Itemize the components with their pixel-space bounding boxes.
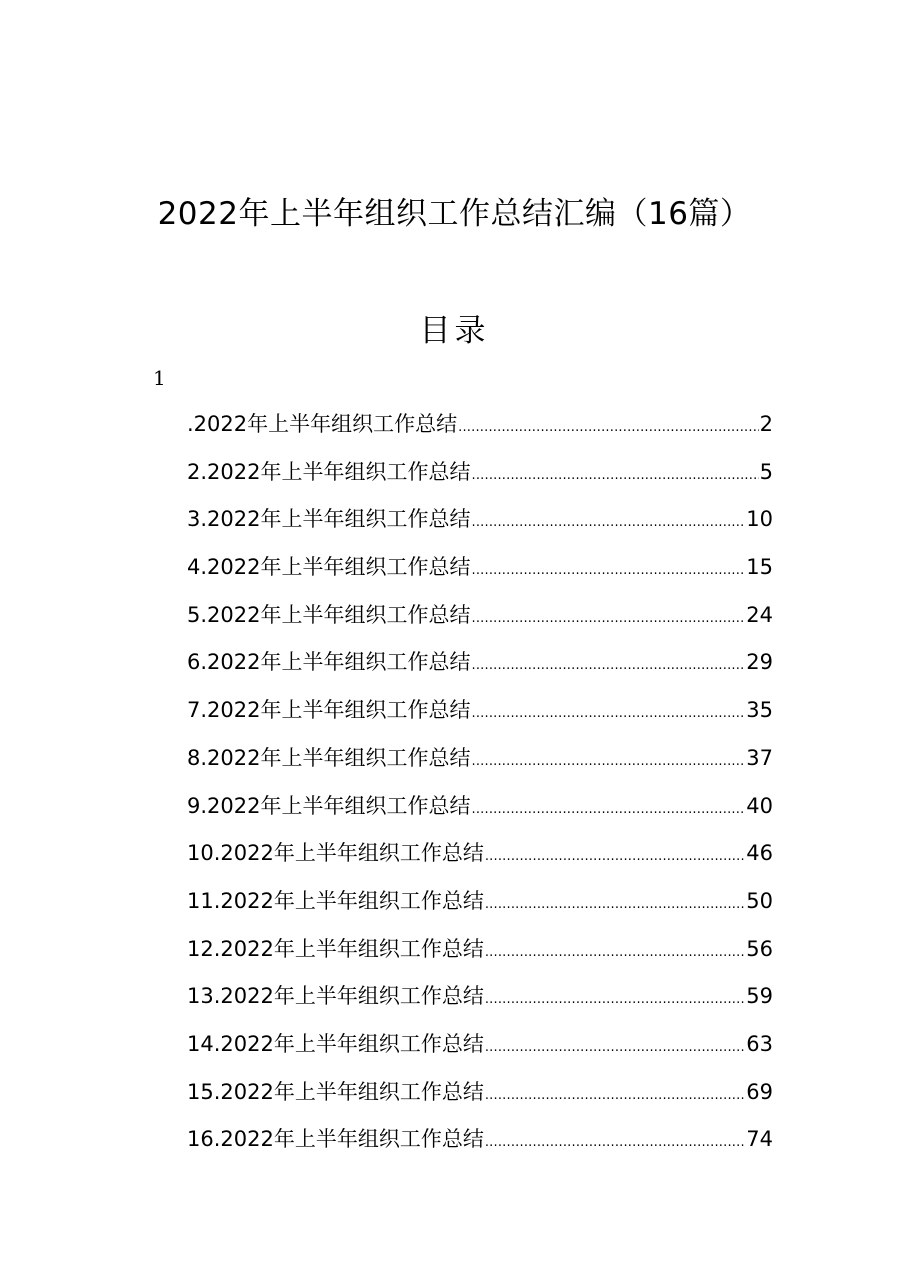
toc-entry[interactable] — [187, 1070, 773, 1118]
toc-dot-leader — [485, 978, 745, 1022]
toc-entry[interactable] — [187, 545, 773, 593]
toc-entry-page: 50 — [746, 888, 773, 913]
toc-dot-leader — [471, 501, 745, 545]
toc-entry-page: 15 — [746, 555, 773, 580]
toc-entry-label: 12.2022年上半年组织工作总结 — [187, 936, 484, 961]
table-of-contents — [187, 402, 773, 1165]
toc-entry-page: 74 — [746, 1127, 773, 1152]
toc-entry-label: 10.2022年上半年组织工作总结 — [187, 841, 484, 866]
toc-dot-leader — [485, 1121, 745, 1165]
toc-entry-label: .2022年上半年组织工作总结 — [187, 412, 458, 436]
toc-entry[interactable] — [187, 1117, 773, 1165]
toc-entry[interactable] — [187, 640, 773, 688]
toc-entry-page: 46 — [746, 841, 773, 866]
toc-entry-page: 2 — [759, 412, 773, 436]
toc-entry[interactable] — [187, 593, 773, 641]
toc-dot-leader — [485, 931, 745, 975]
toc-dot-leader — [485, 1026, 745, 1070]
toc-entry-page: 59 — [746, 984, 773, 1009]
toc-dot-leader — [471, 454, 758, 498]
toc-entry-label: 8.2022年上半年组织工作总结 — [187, 745, 471, 770]
toc-entry-page: 63 — [746, 1031, 773, 1056]
document-title: 2022年上半年组织工作总结汇编（16篇） — [157, 196, 752, 232]
toc-entry[interactable] — [187, 784, 773, 832]
toc-entry-label: 3.2022年上半年组织工作总结 — [187, 507, 471, 532]
toc-entry-label: 15.2022年上半年组织工作总结 — [187, 1079, 484, 1104]
toc-entry-label: 11.2022年上半年组织工作总结 — [187, 888, 484, 913]
toc-entry-label: 9.2022年上半年组织工作总结 — [187, 793, 471, 818]
toc-entry-label: 7.2022年上半年组织工作总结 — [187, 698, 471, 723]
toc-entry[interactable] — [187, 1022, 773, 1070]
toc-dot-leader — [458, 406, 759, 450]
toc-dot-leader — [485, 883, 745, 927]
toc-entry-page: 40 — [746, 793, 773, 818]
stray-number-mark: 1 — [153, 366, 166, 390]
toc-dot-leader — [471, 692, 745, 736]
toc-dot-leader — [471, 788, 745, 832]
toc-heading: 目录 — [419, 313, 490, 349]
toc-entry-label: 4.2022年上半年组织工作总结 — [187, 555, 471, 580]
toc-entry-page: 10 — [746, 507, 773, 532]
toc-dot-leader — [471, 644, 745, 688]
toc-dot-leader — [485, 1074, 745, 1118]
toc-entry-page: 56 — [746, 936, 773, 961]
toc-entry-page: 35 — [746, 698, 773, 723]
toc-entry-label: 5.2022年上半年组织工作总结 — [187, 602, 471, 627]
toc-entry[interactable] — [187, 974, 773, 1022]
toc-entry-page: 37 — [746, 745, 773, 770]
toc-entry-label: 2.2022年上半年组织工作总结 — [187, 459, 471, 484]
toc-entry-page: 69 — [746, 1079, 773, 1104]
toc-entry[interactable] — [187, 736, 773, 784]
toc-entry[interactable] — [187, 688, 773, 736]
toc-dot-leader — [471, 597, 745, 641]
toc-entry[interactable] — [187, 450, 773, 498]
toc-entry[interactable] — [187, 927, 773, 975]
toc-dot-leader — [471, 549, 745, 593]
toc-dot-leader — [485, 835, 745, 879]
toc-entry[interactable] — [187, 879, 773, 927]
toc-entry[interactable] — [187, 497, 773, 545]
toc-entry-page: 5 — [759, 459, 773, 484]
toc-entry[interactable] — [187, 831, 773, 879]
toc-entry-page: 29 — [746, 650, 773, 675]
toc-entry-label: 16.2022年上半年组织工作总结 — [187, 1127, 484, 1152]
toc-entry-label: 13.2022年上半年组织工作总结 — [187, 984, 484, 1009]
toc-entry[interactable] — [187, 402, 773, 450]
toc-entry-label: 14.2022年上半年组织工作总结 — [187, 1031, 484, 1056]
toc-dot-leader — [471, 740, 745, 784]
toc-entry-page: 24 — [746, 602, 773, 627]
toc-entry-label: 6.2022年上半年组织工作总结 — [187, 650, 471, 675]
